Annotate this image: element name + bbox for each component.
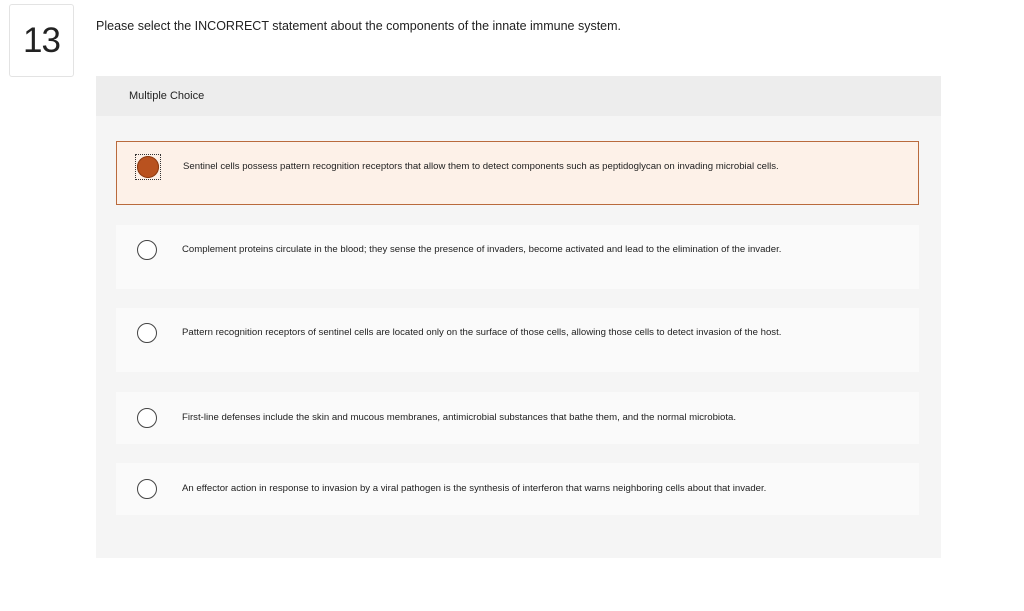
radio-button-3[interactable]	[136, 322, 158, 344]
question-number: 13	[9, 4, 74, 77]
choice-option-5[interactable]	[116, 463, 919, 515]
panel-header: Multiple Choice	[96, 76, 941, 116]
multiple-choice-panel	[96, 76, 941, 558]
radio-button-5[interactable]	[136, 478, 158, 500]
radio-button-2[interactable]	[136, 239, 158, 261]
choice-option-4[interactable]	[116, 392, 919, 444]
choice-option-3[interactable]	[116, 308, 919, 372]
radio-button-4[interactable]	[136, 407, 158, 429]
choice-text-3: Pattern recognition receptors of sentinel cells are located only on the surface of those cells, allowing those cells to detect invasion of the host.	[182, 327, 782, 338]
choice-text-1: Sentinel cells possess pattern recognition receptors that allow them to detect components such as peptidoglycan on invading microbial cells.	[183, 161, 779, 172]
choice-text-2: Complement proteins circulate in the blood; they sense the presence of invaders, become activated and lead to the elimination of the invader.	[182, 244, 782, 255]
choice-text-4: First-line defenses include the skin and mucous membranes, antimicrobial substances that bathe them, and the normal microbiota.	[182, 412, 737, 423]
radio-button-1[interactable]	[137, 156, 159, 178]
choice-option-1[interactable]	[116, 141, 919, 205]
question-prompt: Please select the INCORRECT statement about the components of the innate immune system.	[96, 19, 622, 33]
choice-option-2[interactable]	[116, 225, 919, 289]
choice-text-5: An effector action in response to invasion by a viral pathogen is the synthesis of interferon that warns neighboring cells about that invader.	[182, 483, 767, 494]
